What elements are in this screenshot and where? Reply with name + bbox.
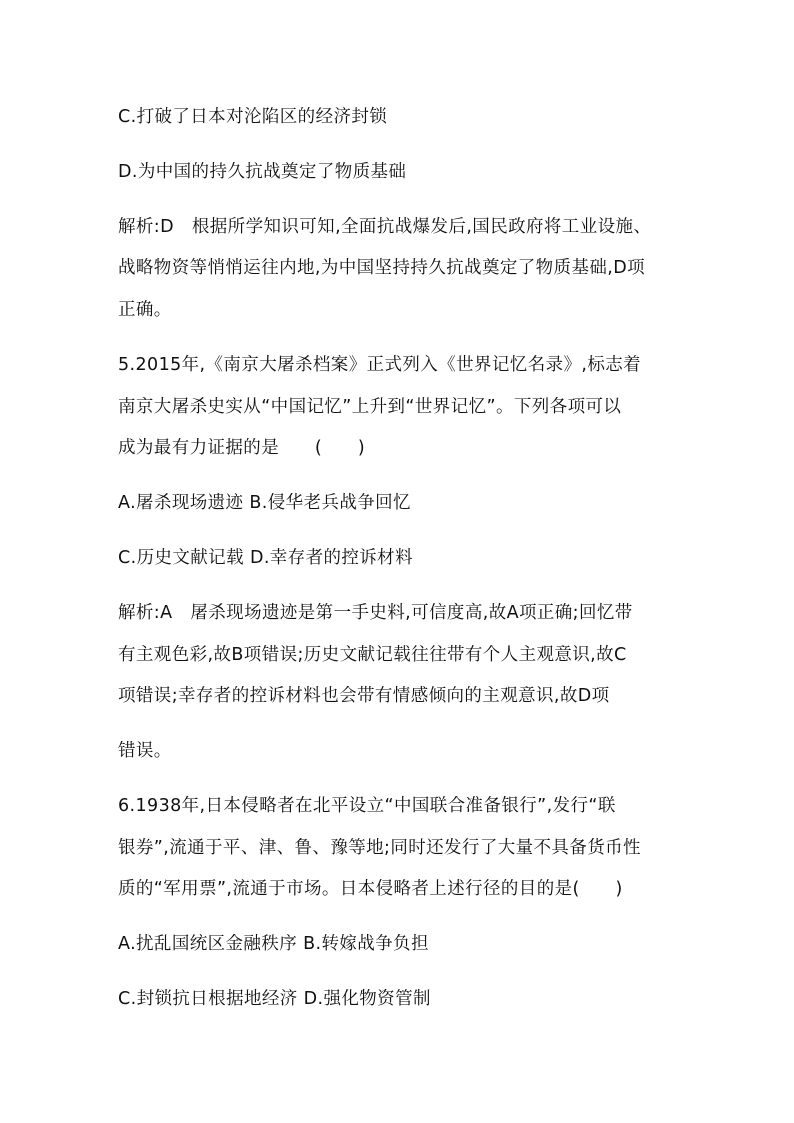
question-5-line-2: 南京大屠杀史实从“中国记忆”上升到“世界记忆”。下列各项可以: [118, 397, 622, 417]
analysis-q5-line-2: 有主观色彩,故B项错误;历史文献记载往往带有个人主观意识,故C: [118, 645, 627, 665]
question-6-line-2: 银券”,流通于平、津、鲁、豫等地;同时还发行了大量不具备货币性: [118, 838, 641, 858]
options-cd-q6: C.封锁抗日根据地经济 D.强化物资管制: [118, 989, 431, 1009]
analysis-q4-line-3: 正确。: [118, 300, 172, 320]
analysis-q4-line-1: 解析:D 根据所学知识可知,全面抗战爆发后,国民政府将工业设施、: [118, 217, 652, 237]
analysis-q5-line-4: 错误。: [118, 741, 172, 761]
options-cd-q5: C.历史文献记载 D.幸存者的控诉材料: [118, 548, 413, 568]
option-d-q4: D.为中国的持久抗战奠定了物质基础: [118, 162, 407, 182]
question-5-line-1: 5.2015年,《南京大屠杀档案》正式列入《世界记忆名录》,标志着: [118, 355, 642, 375]
options-ab-q5: A.屠杀现场遗迹 B.侵华老兵战争回忆: [118, 493, 411, 513]
analysis-q5-line-1: 解析:A 屠杀现场遗迹是第一手史料,可信度高,故A项正确;回忆带: [118, 603, 633, 623]
analysis-q4-line-2: 战略物资等悄悄运往内地,为中国坚持持久抗战奠定了物质基础,D项: [118, 258, 645, 278]
analysis-q5-line-3: 项错误;幸存者的控诉材料也会带有情感倾向的主观意识,故D项: [118, 686, 610, 706]
question-6-line-1: 6.1938年,日本侵略者在北平设立“中国联合准备银行”,发行“联: [118, 796, 616, 816]
option-c-q4: C.打破了日本对沦陷区的经济封锁: [118, 107, 388, 127]
question-6-line-3: 质的“军用票”,流通于市场。日本侵略者上述行径的目的是( ): [118, 879, 623, 899]
question-5-line-3: 成为最有力证据的是 ( ): [118, 438, 366, 458]
options-ab-q6: A.扰乱国统区金融秩序 B.转嫁战争负担: [118, 934, 429, 954]
